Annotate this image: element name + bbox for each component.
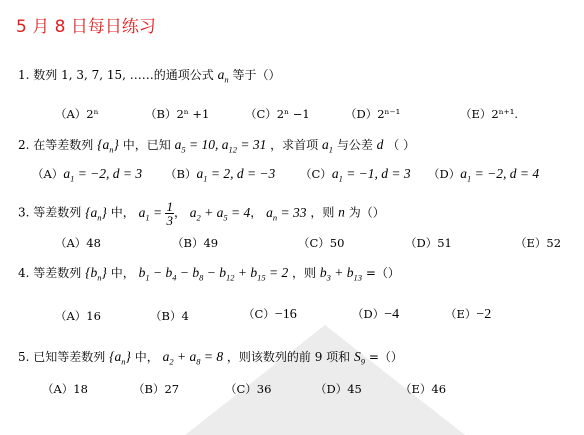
q5-text1: 中，: [134, 350, 159, 364]
q5-seq: $\{a_n\}$: [109, 349, 131, 367]
q5-option-c: （C）36: [225, 382, 272, 396]
q5-cond: $a_2 + a_8 = 8$: [162, 349, 224, 367]
q1-option-c: （C）2ⁿ −1: [245, 107, 310, 121]
q5-option-a: （A）18: [42, 382, 88, 396]
q5-text2: ，则该数列的前 9 项和: [226, 350, 351, 364]
q2-option-b: $(B)a_1 = 2$, d = −3: [165, 166, 276, 184]
q4-prefix: 4. 等差数列: [18, 266, 82, 280]
q2-text2: ，求首项: [270, 138, 319, 152]
q3-option-d: （D）51: [405, 236, 452, 250]
q2-text3: 与公差: [336, 138, 373, 152]
q3-text2: ，则: [310, 205, 335, 220]
q3-seq: $\{a_n\}$: [85, 204, 107, 223]
q3-option-a: （A）48: [55, 236, 101, 250]
q3-cond1: $a_1$ = $\frac{1}{3}$: [138, 199, 173, 228]
question-5: [18, 348, 403, 367]
q2-d: d: [376, 137, 384, 152]
q3-option-e: （E）52: [515, 236, 562, 250]
q2-option-a: $(A)a_1 = -2$, d = 3: [32, 166, 143, 184]
q2-a1: $a_1$: [322, 137, 333, 155]
question-1: [18, 66, 280, 85]
q3-cond3: $a_n = 33$: [266, 204, 307, 223]
q3-text3: 为（）: [348, 205, 385, 220]
q2-text4: （ ）: [387, 138, 416, 152]
q1-option-d: （D）2ⁿ⁻¹: [345, 107, 401, 121]
q2-option-d: $(D)a_1 = -2$, d = 4: [428, 166, 540, 184]
q4-option-a: （A）16: [55, 309, 101, 323]
q4-option-d: （D）−4: [352, 307, 400, 322]
q3-n: n: [338, 204, 345, 220]
question-4: [18, 264, 400, 283]
q3-option-c: （C）50: [298, 236, 345, 250]
question-2: [18, 136, 415, 155]
q5-option-b: （B）27: [133, 382, 180, 396]
q4-cond: $b_1 - b_4 - b_8 - b_{12} + b_{15} = 2$: [138, 265, 289, 283]
q4-option-e: （E）−2: [445, 307, 492, 322]
q3-cond2: $a_2 + a_5 = 4$: [189, 204, 251, 223]
q1-formula: $a_n$: [217, 67, 229, 85]
question-3: 3. 等差数列 $\{a_n\}$ 中， $a_1$ = $\frac{1}{3}$ ， $a_2 + a_5 = 4$， $a_n = 33$ ，则 n 为（）: [18, 199, 385, 228]
q2-seq: $\{a_n\}$: [97, 137, 119, 155]
q4-text2: ，则: [292, 266, 317, 280]
q5-text3: =（）: [368, 350, 403, 364]
q5-option-e: （E）46: [400, 382, 447, 396]
q1-option-e: （E）2ⁿ⁺¹.: [460, 107, 519, 121]
watermark-triangle: [185, 325, 465, 435]
q3-text1: 中，: [110, 205, 135, 220]
page-title: 5 月 8 日每日练习: [16, 17, 156, 37]
q4-option-c: （C）−16: [243, 307, 297, 322]
q5-option-d: （D）45: [315, 382, 362, 396]
q2-text1: 中，已知: [122, 138, 171, 152]
q4-text3: =（）: [365, 266, 400, 280]
q4-seq: $\{b_n\}$: [85, 265, 107, 283]
q5-prefix: 5. 已知等差数列: [18, 350, 106, 364]
q4-text1: 中，: [110, 266, 135, 280]
q3-prefix: 3. 等差数列: [18, 205, 82, 220]
q2-given: $a_5 = 10$, $a_{12} = 31$: [174, 137, 267, 155]
q4-option-b: （B）4: [150, 309, 189, 323]
q1-mid: 等于（）: [232, 68, 281, 82]
q4-target: $b_3 + b_{13}$: [319, 265, 362, 283]
q5-s9: $S_9$: [354, 349, 365, 367]
q3-option-b: （B）49: [172, 236, 219, 250]
q2-option-c: $(C)a_1 = -1$, d = 3: [300, 166, 411, 184]
q1-option-a: （A）2ⁿ: [55, 107, 99, 121]
q1-option-b: （B）2ⁿ +1: [145, 107, 210, 121]
q2-prefix: 2. 在等差数列: [18, 138, 94, 152]
q1-prefix: 1. 数列 1, 3, 7, 15, ……的通项公式: [18, 68, 214, 82]
